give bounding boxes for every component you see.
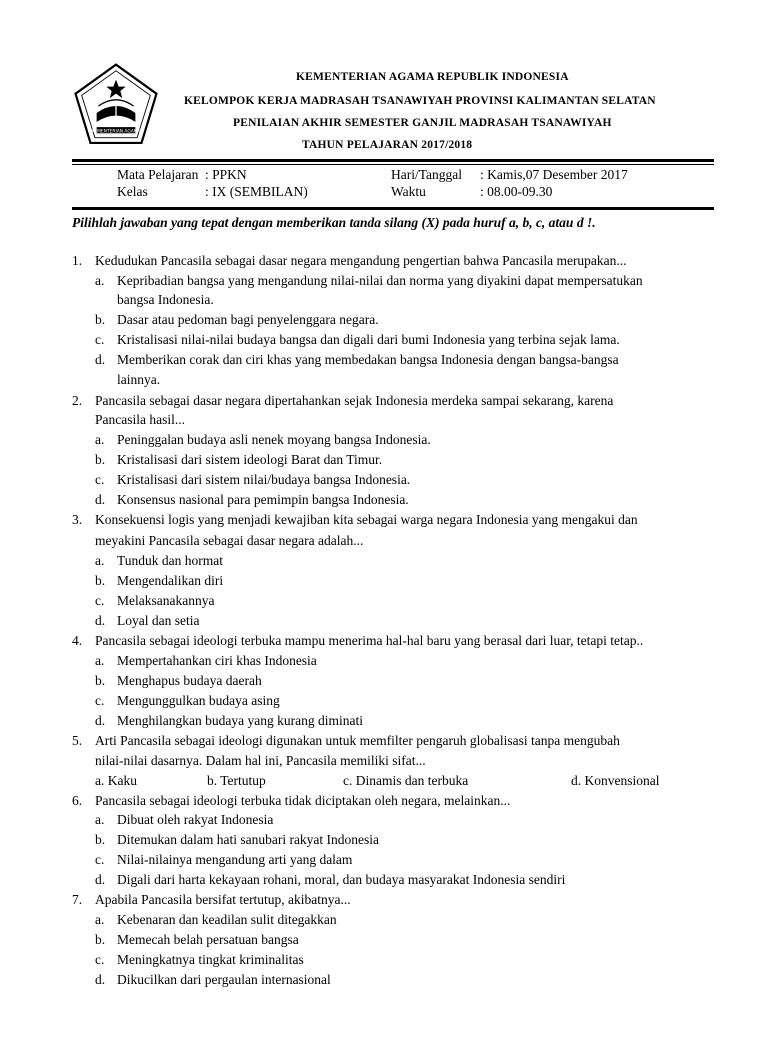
date-label: Hari/Tanggal bbox=[391, 167, 463, 182]
subject-value: : PPKN bbox=[205, 167, 247, 182]
question-text: Pancasila sebagai ideologi terbuka mampu menerima hal-hal baru yang berasal dari luar, tetapi tetap.. bbox=[95, 633, 644, 648]
option-letter: c. bbox=[95, 472, 105, 487]
question-text-cont: nilai-nilai dasarnya. Dalam hal ini, Pancasila memiliki sifat... bbox=[95, 753, 426, 768]
question-number: 3. bbox=[72, 512, 83, 527]
option-text: Tunduk dan hormat bbox=[117, 553, 224, 568]
option-letter: d. bbox=[95, 872, 106, 887]
option-text: Kristalisasi dari sistem ideologi Barat dan Timur. bbox=[117, 452, 383, 467]
header-group: KELOMPOK KERJA MADRASAH TSANAWIYAH PROVINSI KALIMANTAN SELATAN bbox=[184, 95, 656, 107]
header-divider-thin bbox=[72, 164, 714, 165]
header-exam-title: PENILAIAN AKHIR SEMESTER GANJIL MADRASAH TSANAWIYAH bbox=[233, 117, 612, 129]
option-letter: c. bbox=[95, 952, 105, 967]
question-text: Arti Pancasila sebagai ideologi digunakan untuk memfilter pengaruh globalisasi tanpa mengubah bbox=[95, 733, 620, 748]
kementerian-agama-logo bbox=[72, 62, 160, 150]
option-text: Dasar atau pedoman bagi penyelenggara negara. bbox=[117, 312, 379, 327]
option-text: Konsensus nasional para pemimpin bangsa Indonesia. bbox=[117, 492, 409, 507]
question-text: Konsekuensi logis yang menjadi kewajiban kita sebagai warga negara Indonesia yang mengakui dan bbox=[95, 512, 638, 527]
option-letter: a. bbox=[95, 653, 105, 668]
option-text: Kebenaran dan keadilan sulit ditegakkan bbox=[117, 912, 337, 927]
subject-label: Mata Pelajaran bbox=[117, 167, 199, 182]
question-text: Pancasila sebagai dasar negara dipertahankan sejak Indonesia merdeka sampai sekarang, karena bbox=[95, 393, 614, 408]
option-text: Meningkatnya tingkat kriminalitas bbox=[117, 952, 304, 967]
option-letter: a. bbox=[95, 812, 105, 827]
option-letter: d. bbox=[95, 492, 106, 507]
option-text: Dikucilkan dari pergaulan internasional bbox=[117, 972, 331, 987]
option-letter: c. bbox=[95, 852, 105, 867]
option-a: a. Kaku bbox=[95, 773, 137, 788]
time-value: : 08.00-09.30 bbox=[480, 184, 553, 199]
option-text: Dibuat oleh rakyat Indonesia bbox=[117, 812, 274, 827]
option-text: Kristalisasi dari sistem nilai/budaya bangsa Indonesia. bbox=[117, 472, 411, 487]
question-number: 6. bbox=[72, 793, 83, 808]
option-d: d. Konvensional bbox=[571, 773, 660, 788]
option-text-cont: bangsa Indonesia. bbox=[117, 292, 214, 307]
option-text: Menghapus budaya daerah bbox=[117, 673, 262, 688]
option-letter: d. bbox=[95, 713, 106, 728]
class-value: : IX (SEMBILAN) bbox=[205, 184, 308, 199]
option-text: Kepribadian bangsa yang mengandung nilai-nilai dan norma yang diyakini dapat mempersatukan bbox=[117, 273, 643, 288]
question-text: Apabila Pancasila bersifat tertutup, akibatnya... bbox=[95, 892, 351, 907]
option-letter: b. bbox=[95, 932, 106, 947]
exam-header bbox=[0, 0, 768, 160]
option-text: Kristalisasi nilai-nilai budaya bangsa dan digali dari bumi Indonesia yang terbina sejak lama. bbox=[117, 332, 620, 347]
class-label: Kelas bbox=[117, 184, 148, 199]
option-letter: a. bbox=[95, 432, 105, 447]
option-letter: d. bbox=[95, 613, 106, 628]
option-letter: a. bbox=[95, 273, 105, 288]
option-text-cont: lainnya. bbox=[117, 372, 161, 387]
option-b: b. Tertutup bbox=[207, 773, 266, 788]
question-number: 4. bbox=[72, 633, 83, 648]
option-letter: b. bbox=[95, 312, 106, 327]
option-text: Loyal dan setia bbox=[117, 613, 200, 628]
date-value: : Kamis,07 Desember 2017 bbox=[480, 167, 628, 182]
option-text: Nilai-nilainya mengandung arti yang dalam bbox=[117, 852, 353, 867]
option-letter: b. bbox=[95, 452, 106, 467]
option-c: c. Dinamis dan terbuka bbox=[343, 773, 469, 788]
option-text: Mengendalikan diri bbox=[117, 573, 224, 588]
option-letter: d. bbox=[95, 972, 106, 987]
header-year: TAHUN PELAJARAN 2017/2018 bbox=[302, 139, 473, 151]
time-label: Waktu bbox=[391, 184, 426, 199]
option-letter: b. bbox=[95, 832, 106, 847]
option-text: Mempertahankan ciri khas Indonesia bbox=[117, 653, 317, 668]
option-text: Ditemukan dalam hati sanubari rakyat Indonesia bbox=[117, 832, 380, 847]
option-text: Memberikan corak dan ciri khas yang membedakan bangsa Indonesia dengan bangsa-bangsa bbox=[117, 352, 619, 367]
option-letter: b. bbox=[95, 573, 106, 588]
question-text-cont: Pancasila hasil... bbox=[95, 412, 185, 427]
option-letter: c. bbox=[95, 693, 105, 708]
header-divider-thick bbox=[72, 159, 714, 162]
option-letter: c. bbox=[95, 332, 105, 347]
question-text: Kedudukan Pancasila sebagai dasar negara mengandung pengertian bahwa Pancasila merupakan... bbox=[95, 253, 627, 268]
header-ministry: KEMENTERIAN AGAMA REPUBLIK INDONESIA bbox=[296, 71, 569, 83]
question-number: 2. bbox=[72, 393, 83, 408]
option-letter: b. bbox=[95, 673, 106, 688]
option-letter: c. bbox=[95, 593, 105, 608]
instruction: Pilihlah jawaban yang tepat dengan memberikan tanda silang (X) pada huruf a, b, c, atau d !. bbox=[72, 215, 596, 230]
option-text: Digali dari harta kekayaan rohani, moral, dan budaya masyarakat Indonesia sendiri bbox=[117, 872, 566, 887]
question-number: 5. bbox=[72, 733, 83, 748]
option-text: Melaksanakannya bbox=[117, 593, 215, 608]
option-text: Mengunggulkan budaya asing bbox=[117, 693, 280, 708]
option-letter: a. bbox=[95, 553, 105, 568]
question-number: 7. bbox=[72, 892, 83, 907]
option-text: Menghilangkan budaya yang kurang diminati bbox=[117, 713, 363, 728]
option-letter: d. bbox=[95, 352, 106, 367]
option-text: Peninggalan budaya asli nenek moyang bangsa Indonesia. bbox=[117, 432, 431, 447]
option-text: Memecah belah persatuan bangsa bbox=[117, 932, 299, 947]
svg-text:KEMENTERIAN AGAMA: KEMENTERIAN AGAMA bbox=[91, 129, 141, 135]
question-text-cont: meyakini Pancasila sebagai dasar negara adalah... bbox=[95, 533, 364, 548]
info-divider bbox=[72, 207, 714, 210]
option-letter: a. bbox=[95, 912, 105, 927]
question-number: 1. bbox=[72, 253, 83, 268]
question-text: Pancasila sebagai ideologi terbuka tidak diciptakan oleh negara, melainkan... bbox=[95, 793, 511, 808]
